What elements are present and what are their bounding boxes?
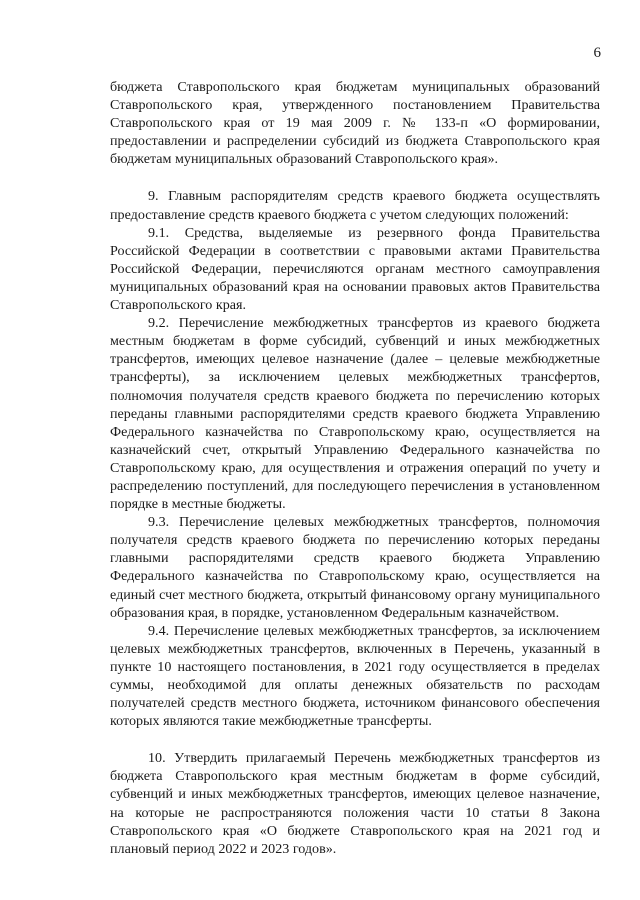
paragraph-item-9-4: 9.4. Перечисление целевых межбюджетных трансфертов, за исключением целевых межбюджетных трансфертов, включенных в Перечень, указанный в пункте 10 настоящего постановления, в 2021 году осуществляется в пределах суммы, необходимой для оплаты денежных обязательств по расходам получателей средств местного бюджета, источником финансового обеспечения которых являются такие межбюджетные трансферты. — [110, 622, 600, 730]
paragraph-item-9: 9. Главным распорядителям средств краевого бюджета осуществлять предоставление средств краевого бюджета с учетом следующих положений: — [110, 188, 600, 223]
paragraph-item-10: 10. Утвердить прилагаемый Перечень межбюджетных трансфертов из бюджета Ставропольского края местным бюджетам в форме субсидий, субвенций и иных межбюджетных трансфертов, имеющих целевое назначение, на которые не распространяются положения части 10 статьи 8 Закона Ставропольского края «О бюджете Ставропольского края на 2021 год и плановый период 2022 и 2023 годов». — [110, 750, 600, 857]
page-number: 6 — [593, 45, 601, 61]
document-body — [110, 78, 600, 858]
paragraph-item-9-2: 9.2. Перечисление межбюджетных трансфертов из краевого бюджета местным бюджетам в форме субсидий, субвенций и иных межбюджетных трансфертов, имеющих целевое назначение (далее – целевые межбюджетные трансферты), за исключением целевых межбюджетных трансфертов, полномочия получателя средств краевого бюджета по перечислению которых переданы главными распорядителями средств краевого бюджета Управлению Федерального казначейства по Ставропольскому краю, осуществляется на казначейский счет, открытый Управлению Федерального казначейства по Ставропольскому краю, для осуществления и отражения операций по учету и распределению поступлений, для последующего перечисления в установленном порядке в местные бюджеты. — [110, 315, 600, 513]
paragraph-item-9-1: 9.1. Средства, выделяемые из резервного фонда Правительства Российской Федерации в соответствии с правовыми актами Правительства Российской Федерации, перечисляются органам местного самоуправления муниципальных образований края на основании правовых актов Правительства Ставропольского края. — [110, 224, 600, 314]
paragraph-continuation: бюджета Ставропольского края бюджетам муниципальных образований Ставропольского края, утвержденного постановлением Правительства Ставропольского края от 19 мая 2009 г. № 133-п «О формировании, предоставлении и распределении субсидий из бюджета Ставропольского края бюджетам муниципальных образований Ставропольского края». — [110, 79, 600, 168]
paragraph-item-9-3: 9.3. Перечисление целевых межбюджетных трансфертов, полномочия получателя средств краевого бюджета по перечислению которых переданы главными распорядителями средств краевого бюджета Управлению Федерального казначейства по Ставропольскому краю, осуществляется на единый счет местного бюджета, открытый финансовому органу муниципального образования края, в порядке, установленном Федеральным казначейством. — [110, 514, 600, 621]
